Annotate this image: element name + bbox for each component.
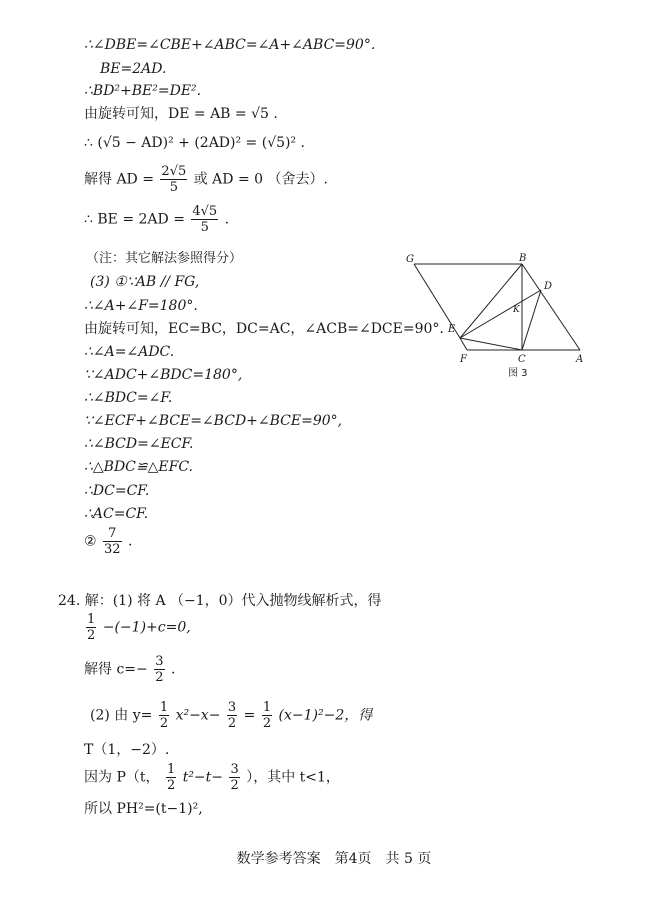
line-12: ∴∠A=∠ADC. bbox=[84, 344, 175, 360]
fraction-answer-numerator: 7 bbox=[103, 526, 122, 542]
q24-line-7: 所以 PH²=(t−1)², bbox=[84, 801, 203, 817]
q24-l6-a: 因为 P（t， bbox=[84, 769, 160, 786]
q24-line-3 bbox=[84, 654, 175, 685]
circled-two-marker: ② bbox=[84, 533, 97, 550]
segment-be bbox=[460, 264, 522, 338]
label-b: B bbox=[519, 253, 527, 264]
line-16: ∴∠BCD=∠ECF. bbox=[84, 436, 194, 452]
q24-l4-fraction-3 bbox=[262, 700, 272, 731]
fraction-be-numerator: 4√5 bbox=[192, 204, 218, 219]
note-line: （注：其它解法参照得分） bbox=[86, 251, 243, 266]
q24-l4-c: = bbox=[243, 707, 256, 724]
line-19: ∴AC=CF. bbox=[84, 506, 149, 522]
q24-l4-numerator-1: 1 bbox=[159, 700, 169, 715]
q24-l3-suffix: . bbox=[170, 661, 176, 678]
q24-l4-denominator-2: 2 bbox=[227, 716, 237, 731]
line-7 bbox=[84, 204, 229, 235]
label-a: A bbox=[576, 354, 584, 365]
line-7-suffix: . bbox=[224, 211, 230, 228]
q24-l3-numerator: 3 bbox=[155, 654, 164, 669]
q24-line-4 bbox=[90, 700, 372, 731]
q24-l3-fraction bbox=[154, 654, 164, 685]
line-1: ∴∠DBE=∠CBE+∠ABC=∠A+∠ABC=90°. bbox=[84, 37, 376, 53]
q24-l4-d: (x−1)²−2，得 bbox=[278, 707, 373, 724]
question-24-heading: 24. 解：(1) 将 A （−1，0）代入抛物线解析式，得 bbox=[58, 593, 382, 609]
q24-l6-c: ），其中 t<1， bbox=[246, 769, 340, 786]
q24-l2-denominator: 2 bbox=[87, 628, 96, 643]
label-g: G bbox=[406, 254, 414, 265]
q24-l6-b: t²−t− bbox=[182, 769, 224, 786]
q24-l3-denominator: 2 bbox=[155, 670, 164, 685]
q24-l4-fraction-1 bbox=[159, 700, 169, 731]
q24-l2-numerator: 1 bbox=[87, 612, 96, 627]
line-13: ∵∠ADC+∠BDC=180°, bbox=[84, 367, 243, 383]
q24-l4-denominator-1: 2 bbox=[159, 716, 169, 731]
line-6-prefix: 解得 AD = bbox=[84, 171, 154, 188]
q24-l4-fraction-2 bbox=[227, 700, 237, 731]
q24-line-2 bbox=[84, 612, 191, 643]
q24-line-6 bbox=[84, 762, 340, 793]
fraction-ad bbox=[160, 164, 187, 195]
segment-ef bbox=[460, 338, 467, 350]
line-14: ∴∠BDC=∠F. bbox=[84, 390, 173, 406]
q24-l4-numerator-2: 3 bbox=[227, 700, 237, 715]
label-d: D bbox=[544, 281, 553, 292]
label-k: K bbox=[513, 305, 520, 315]
line-5: ∴ (√5 − AD)² + (2AD)² = (√5)² . bbox=[84, 135, 305, 151]
line-15: ∵∠ECF+∠BCE=∠BCD+∠BCE=90°, bbox=[84, 413, 343, 429]
q24-l6-fraction-1 bbox=[166, 762, 176, 793]
q24-line-5: T（1，−2）. bbox=[84, 742, 170, 758]
fraction-ad-numerator: 2√5 bbox=[161, 164, 187, 179]
line-11: 由旋转可知，EC=BC，DC=AC，∠ACB=∠DCE=90°. bbox=[84, 321, 444, 337]
q24-l6-fraction-2 bbox=[229, 762, 239, 793]
segment-ec bbox=[460, 338, 522, 350]
line-10: ∴∠A+∠F=180°. bbox=[84, 298, 198, 314]
segment-ed bbox=[460, 290, 541, 338]
line-7-prefix: ∴ BE = 2AD = bbox=[84, 211, 185, 228]
label-f: F bbox=[460, 354, 467, 365]
q24-l4-denominator-3: 2 bbox=[262, 716, 272, 731]
fraction-be bbox=[191, 204, 218, 235]
line-18: ∴DC=CF. bbox=[84, 483, 150, 499]
line-6-suffix: 或 AD = 0 （舍去）. bbox=[193, 171, 328, 188]
q24-l6-denominator-1: 2 bbox=[166, 778, 176, 793]
fraction-be-denominator: 5 bbox=[200, 220, 209, 235]
fraction-ad-denominator: 5 bbox=[169, 180, 178, 195]
q24-l6-numerator-1: 1 bbox=[166, 762, 176, 777]
q24-l4-a: (2) 由 y= bbox=[90, 707, 153, 724]
fraction-answer bbox=[103, 526, 122, 557]
label-e: E bbox=[448, 324, 456, 335]
line-20-suffix: . bbox=[128, 533, 133, 550]
q24-l4-b: x²−x− bbox=[175, 707, 221, 724]
line-20 bbox=[84, 526, 132, 557]
q24-l6-numerator-2: 3 bbox=[230, 762, 239, 777]
line-6 bbox=[84, 164, 328, 195]
q24-l6-denominator-2: 2 bbox=[230, 778, 239, 793]
line-17: ∴△BDC≌△EFC. bbox=[84, 459, 193, 475]
segment-ba bbox=[522, 264, 580, 350]
fraction-answer-denominator: 32 bbox=[104, 542, 121, 557]
figure-caption: 图 3 bbox=[508, 368, 528, 379]
q24-l2-fraction bbox=[86, 612, 96, 643]
line-2: BE=2AD. bbox=[100, 61, 167, 77]
line-3: ∴BD²+BE²=DE². bbox=[84, 83, 202, 99]
q24-l4-numerator-3: 1 bbox=[262, 700, 272, 715]
line-4: 由旋转可知，DE = AB = √5 . bbox=[84, 106, 278, 122]
q24-l3-prefix: 解得 c=− bbox=[84, 661, 148, 678]
line-9: (3) ①∵AB // FG, bbox=[90, 274, 200, 290]
page-footer: 数学参考答案 第4页 共 5 页 bbox=[236, 851, 432, 867]
q24-l2-expression: −(−1)+c=0, bbox=[102, 619, 191, 636]
geometry-figure-3 bbox=[404, 252, 592, 380]
label-c: C bbox=[518, 354, 526, 365]
